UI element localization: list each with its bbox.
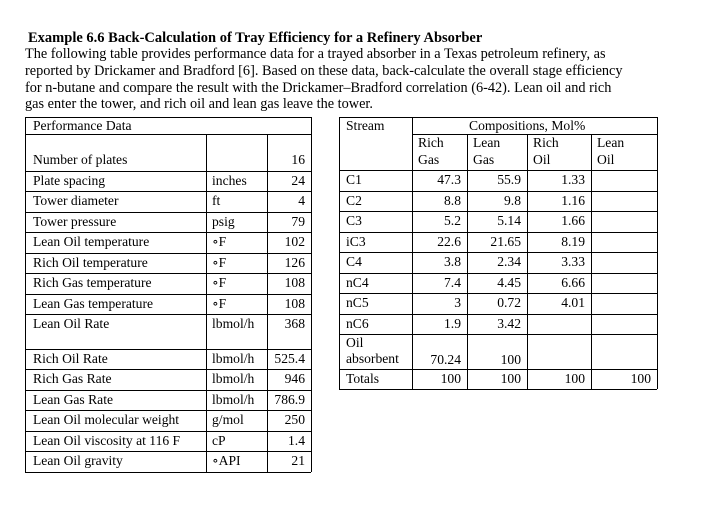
table-rule bbox=[25, 349, 311, 350]
performance-value: 946 bbox=[284, 371, 305, 386]
stream-name: nC4 bbox=[346, 274, 369, 290]
performance-label: Lean Oil molecular weight bbox=[33, 412, 180, 427]
performance-value: 368 bbox=[284, 316, 305, 331]
table-rule bbox=[25, 232, 311, 233]
stream-name: nC6 bbox=[346, 315, 369, 331]
composition-value: 3.8 bbox=[444, 254, 461, 269]
composition-value: 9.8 bbox=[504, 192, 521, 208]
performance-value: 16 bbox=[291, 152, 305, 167]
composition-value: 0.72 bbox=[497, 295, 521, 310]
composition-value: 8.19 bbox=[561, 233, 585, 249]
performance-label: Plate spacing bbox=[33, 172, 106, 188]
stream-name: iC3 bbox=[346, 233, 366, 249]
composition-value: 1.66 bbox=[561, 213, 585, 228]
example-title: Example 6.6 Back-Calculation of Tray Efficiency for a Refinery Absorber bbox=[28, 30, 483, 46]
performance-label: Rich Oil Rate bbox=[33, 350, 108, 366]
performance-unit: ∘F bbox=[212, 234, 227, 249]
paragraph-line: The following table provides performance data for a trayed absorber in a Texas petroleum refinery, as bbox=[25, 46, 606, 62]
performance-label: Tower diameter bbox=[33, 193, 119, 208]
stream-name: C4 bbox=[346, 254, 362, 269]
paragraph-line: reported by Drickamer and Bradford [6]. Based on these data, back-calculate the overall stage efficiency bbox=[25, 62, 623, 79]
composition-value: 100 bbox=[630, 370, 651, 386]
table-rule bbox=[339, 170, 657, 171]
table-rule bbox=[412, 117, 413, 389]
composition-value: 47.3 bbox=[437, 172, 461, 187]
performance-label: Rich Gas Rate bbox=[33, 371, 112, 386]
table-rule bbox=[339, 273, 657, 274]
table-rule bbox=[25, 253, 311, 254]
performance-value: 4 bbox=[298, 193, 305, 208]
problem-statement bbox=[25, 46, 675, 113]
performance-value: 102 bbox=[284, 234, 305, 249]
performance-unit: g/mol bbox=[212, 412, 244, 427]
composition-value: 5.14 bbox=[497, 213, 521, 228]
composition-value: 3.33 bbox=[561, 254, 585, 269]
column-header: Gas bbox=[473, 152, 495, 167]
stream-name: C1 bbox=[346, 172, 362, 187]
performance-unit: lbmol/h bbox=[212, 316, 255, 331]
compositions-header: Compositions, Mol% bbox=[469, 118, 586, 133]
composition-value: 70.24 bbox=[430, 352, 461, 367]
table-rule bbox=[25, 273, 311, 274]
table-rule bbox=[25, 191, 311, 192]
performance-value: 250 bbox=[284, 412, 305, 427]
composition-value: 7.4 bbox=[444, 274, 461, 290]
table-rule bbox=[339, 117, 340, 389]
stream-name: nC5 bbox=[346, 295, 369, 310]
performance-label: Lean Oil gravity bbox=[33, 453, 123, 468]
performance-label: Rich Gas temperature bbox=[33, 275, 152, 290]
paragraph-line: for n-butane and compare the result with the Drickamer–Bradford correlation (6-42). Lean oil and rich bbox=[25, 79, 612, 96]
composition-value: 100 bbox=[500, 352, 521, 367]
performance-value: 525.4 bbox=[274, 350, 305, 366]
stream-name: Oil bbox=[346, 335, 364, 350]
performance-unit: ∘F bbox=[212, 254, 227, 270]
composition-value: 1.9 bbox=[444, 315, 461, 331]
column-header: Lean bbox=[473, 135, 501, 150]
composition-value: 4.01 bbox=[561, 295, 585, 310]
table-rule bbox=[25, 431, 311, 432]
column-header: Lean bbox=[597, 135, 625, 150]
performance-label: Tower pressure bbox=[33, 213, 117, 229]
table-rule bbox=[591, 134, 592, 389]
table-rule bbox=[25, 410, 311, 411]
table-rule bbox=[206, 134, 207, 472]
composition-value: 21.65 bbox=[490, 233, 521, 249]
performance-label: Lean Gas temperature bbox=[33, 295, 154, 311]
performance-unit: inches bbox=[212, 172, 247, 188]
column-header: Gas bbox=[418, 152, 440, 167]
table-rule bbox=[267, 134, 268, 472]
performance-label: Number of plates bbox=[33, 152, 128, 167]
table-rule bbox=[339, 389, 657, 390]
table-rule bbox=[25, 294, 311, 295]
totals-label: Totals bbox=[346, 370, 380, 386]
composition-value: 22.6 bbox=[437, 233, 461, 249]
stream-name: C2 bbox=[346, 192, 362, 208]
composition-value: 100 bbox=[500, 370, 521, 386]
performance-header: Performance Data bbox=[33, 118, 132, 133]
composition-value: 100 bbox=[440, 370, 461, 386]
performance-unit: lbmol/h bbox=[212, 371, 255, 386]
stream-header: Stream bbox=[346, 118, 385, 133]
table-rule bbox=[339, 314, 657, 315]
paragraph-line: gas enter the tower, and rich oil and lean gas leave the tower. bbox=[25, 96, 373, 113]
table-rule bbox=[25, 390, 311, 391]
composition-value: 8.8 bbox=[444, 192, 461, 208]
performance-value: 108 bbox=[284, 295, 305, 311]
performance-value: 1.4 bbox=[288, 432, 305, 448]
table-rule bbox=[339, 293, 657, 294]
table-rule bbox=[339, 369, 657, 370]
composition-value: 5.2 bbox=[444, 213, 461, 228]
performance-unit: ∘F bbox=[212, 275, 227, 290]
table-rule bbox=[657, 117, 658, 389]
performance-unit: ∘API bbox=[212, 453, 241, 468]
performance-value: 79 bbox=[291, 213, 305, 229]
table-rule bbox=[339, 211, 657, 212]
table-rule bbox=[339, 232, 657, 233]
performance-label: Rich Oil temperature bbox=[33, 254, 148, 270]
composition-value: 4.45 bbox=[497, 274, 521, 290]
composition-value: 6.66 bbox=[561, 274, 585, 290]
column-header: Oil bbox=[533, 152, 551, 167]
composition-value: 100 bbox=[564, 370, 585, 386]
composition-value: 2.34 bbox=[497, 254, 521, 269]
composition-value: 1.16 bbox=[561, 192, 585, 208]
stream-name: absorbent bbox=[346, 351, 399, 366]
table-rule bbox=[25, 171, 311, 172]
performance-unit: psig bbox=[212, 213, 235, 229]
composition-value: 55.9 bbox=[497, 172, 521, 187]
table-rule bbox=[311, 117, 312, 472]
table-rule bbox=[25, 314, 311, 315]
column-header: Rich bbox=[533, 135, 559, 150]
performance-value: 786.9 bbox=[274, 391, 305, 407]
table-rule bbox=[25, 451, 311, 452]
performance-label: Lean Oil temperature bbox=[33, 234, 150, 249]
performance-unit: cP bbox=[212, 432, 226, 448]
performance-unit: lbmol/h bbox=[212, 350, 255, 366]
performance-label: Lean Oil viscosity at 116 F bbox=[33, 432, 181, 448]
column-header: Oil bbox=[597, 152, 615, 167]
performance-value: 108 bbox=[284, 275, 305, 290]
composition-value: 3.42 bbox=[497, 315, 521, 331]
table-rule bbox=[339, 191, 657, 192]
table-rule bbox=[25, 472, 311, 473]
performance-value: 126 bbox=[284, 254, 305, 270]
performance-value: 21 bbox=[291, 453, 305, 468]
performance-label: Lean Oil Rate bbox=[33, 316, 110, 331]
composition-value: 1.33 bbox=[561, 172, 585, 187]
column-header: Rich bbox=[418, 135, 444, 150]
table-rule bbox=[25, 212, 311, 213]
table-rule bbox=[339, 334, 657, 335]
table-rule bbox=[339, 252, 657, 253]
performance-unit: lbmol/h bbox=[212, 391, 255, 407]
stream-name: C3 bbox=[346, 213, 362, 228]
table-rule bbox=[25, 369, 311, 370]
performance-unit: ft bbox=[212, 193, 221, 208]
performance-label: Lean Gas Rate bbox=[33, 391, 114, 407]
performance-value: 24 bbox=[291, 172, 305, 188]
table-rule bbox=[25, 134, 311, 135]
performance-unit: ∘F bbox=[212, 295, 227, 311]
composition-value: 3 bbox=[454, 295, 461, 310]
